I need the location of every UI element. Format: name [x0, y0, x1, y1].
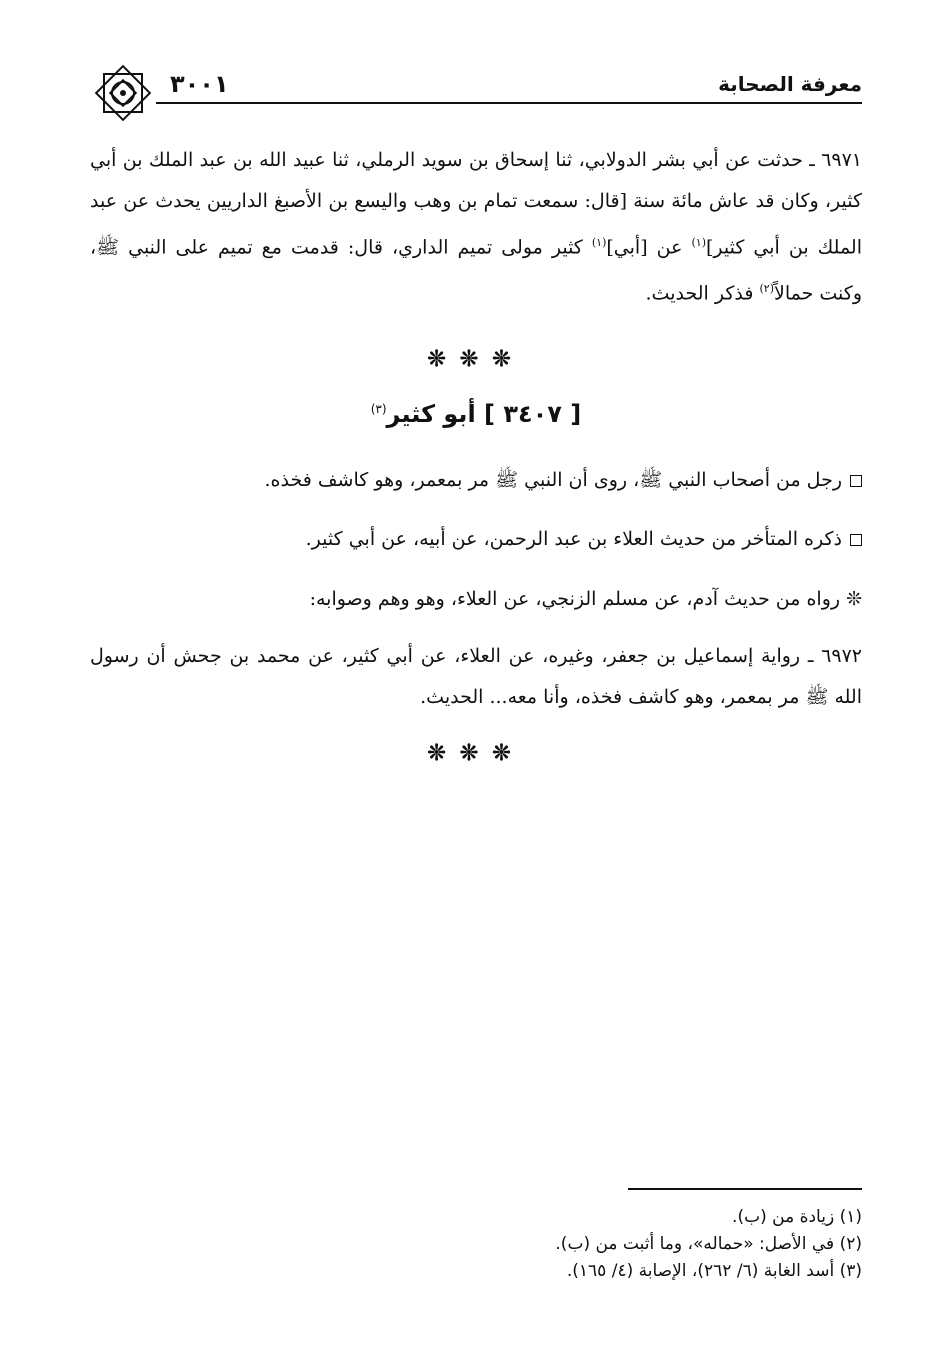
book-title: معرفة الصحابة: [718, 72, 862, 96]
footnote-2: (٢) في الأصل: «حماله»، وما أثبت من (ب).: [555, 1234, 862, 1254]
footnote-ref-3: (٣): [370, 402, 387, 416]
hadith-6971-text3: فذكر الحديث.: [645, 282, 760, 305]
entry-line-1-text: رجل من أصحاب النبي ﷺ، روى أن النبي ﷺ مر بمعمر، وهو كاشف فخذه.: [264, 469, 842, 491]
entry-title: [ ٣٤٠٧ ] أبو كثير: [386, 400, 582, 428]
hadith-6971: [90, 140, 862, 315]
footnote-ref-2: (٢): [759, 282, 774, 296]
entry-line-3: [90, 588, 862, 610]
hadith-6972: ٦٩٧٢ ـ رواية إسماعيل بن جعفر، وغيره، عن العلاء، عن أبي كثير، عن محمد بن جحش أن رسول الله ﷺ مر بمعمر، وهو كاشف فخذه، وأنا معه... الحديث.: [90, 645, 862, 708]
header-rule: [156, 102, 862, 104]
ornament-icon: [92, 62, 154, 124]
page-header: [92, 62, 862, 126]
footnote-3: (٣) أسد الغابة (٦/ ٢٦٢)، الإصابة (٤/ ١٦٥).: [566, 1261, 862, 1281]
entry-line-1: [90, 468, 862, 496]
footnote-rule: [628, 1188, 862, 1190]
section-divider-stars-end: ❊❊❊: [427, 740, 525, 766]
page-number: ٣٠٠١: [170, 70, 229, 98]
footnotes: [200, 1204, 862, 1285]
footnote-ref-1b: (١): [591, 236, 607, 249]
box-bullet-icon: [850, 475, 862, 487]
hadith-6971-mid: عن [أبي]: [606, 236, 692, 259]
footnote-ref-1: (١): [691, 236, 706, 249]
entry-line-3-text: ❊ رواه من حديث آدم، عن مسلم الزنجي، عن العلاء، وهو وهم وصوابه:: [309, 588, 862, 610]
hadith-6971-text2: كثير مولى تميم الداري، قال: قدمت مع تميم على النبي ﷺ، وكنت حمالاً: [90, 236, 862, 305]
section-divider-stars: ❊❊❊: [427, 346, 525, 372]
box-bullet-icon: [850, 534, 862, 546]
hadith-6971-text: ٦٩٧١ ـ حدثت عن أبي بشر الدولابي، ثنا إسحاق بن سويد الرملي، ثنا عبيد الله بن عبد الملك بن أبي كثير، وكان قد عاش مائة سنة [قال: سمعت تمام بن وهب واليسع بن الأصبغ الداريين يحدث عن عبد الملك بن أبي كثير]: [90, 149, 862, 259]
footnote-1: (١) زيادة من (ب).: [732, 1207, 862, 1227]
entry-line-2-text: ذكره المتأخر من حديث العلاء بن عبد الرحمن، عن أبيه، عن أبي كثير.: [305, 528, 842, 550]
entry-line-2: [90, 528, 862, 550]
entry-heading: [0, 400, 952, 428]
